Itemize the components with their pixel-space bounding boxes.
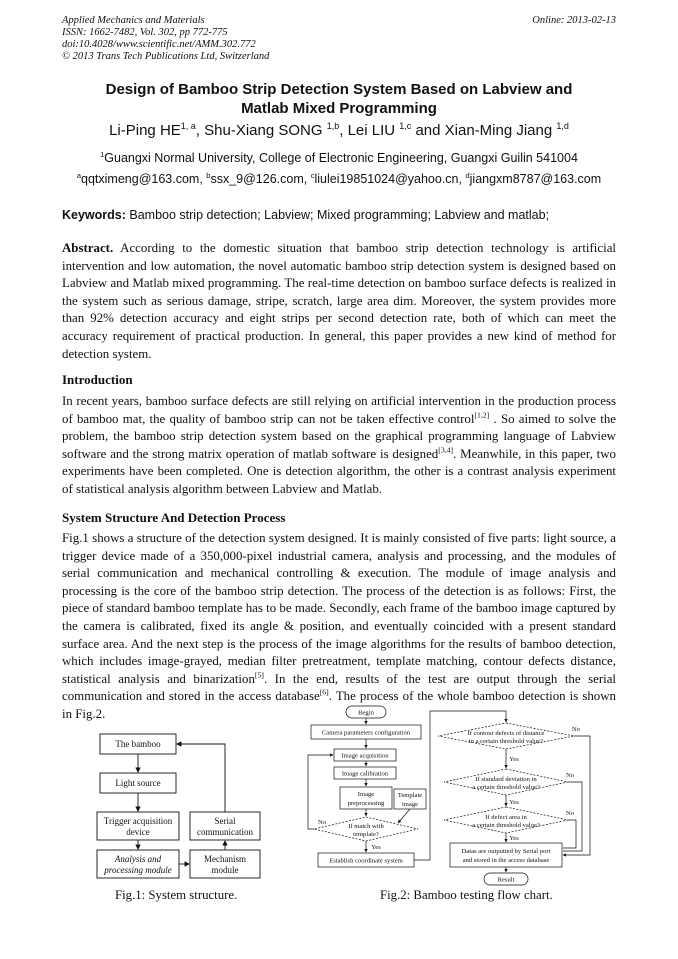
author-name: Lei LIU xyxy=(347,122,396,139)
author-name: Li-Ping HE xyxy=(109,122,181,139)
keywords-label: Keywords: xyxy=(62,208,126,222)
title-line-2: Matlab Mixed Programming xyxy=(241,100,437,117)
yes-label: Yes xyxy=(509,799,519,806)
mechanism-label: Mechanism xyxy=(204,854,246,864)
output-label: Datas are outputted by Serial port xyxy=(461,848,551,855)
email-mark: d xyxy=(465,170,470,180)
system-text: . The process of the whole bamboo detection is shown in Fig.2. xyxy=(62,689,617,721)
citation[interactable]: [5] xyxy=(254,670,264,680)
issn: ISSN: 1662-7482, Vol. 302, pp 772-775 xyxy=(62,27,228,38)
email-link[interactable]: qqtximeng@163.com xyxy=(81,172,200,186)
title-line-1: Design of Bamboo Strip Detection System Based on Labview and xyxy=(105,81,573,98)
author-affil-mark: 1, a xyxy=(180,121,196,131)
light-source-label: Light source xyxy=(115,778,161,788)
no-label: No xyxy=(565,810,575,817)
template-label: image xyxy=(401,801,419,808)
email-sep: , xyxy=(458,172,466,186)
intro-text: . So aimed to solve the problem, the bamboo strip detection system based on the graphical programming language of Labview software and the strong matrix operation of matlab software is designed xyxy=(62,411,616,461)
preprocessing-label: Image xyxy=(357,791,375,798)
author-affil-mark: 1,d xyxy=(556,121,569,131)
output-label: and stored in the access database xyxy=(462,857,550,864)
citation[interactable]: [1,2] xyxy=(474,410,490,420)
intro-paragraph xyxy=(62,393,616,499)
email-sep: , xyxy=(303,172,311,186)
preprocessing-label: preprocessing xyxy=(347,800,385,807)
intro-text: In recent years, bamboo surface defects are still relying on artificial intervention in the production process of bamboo mat, the quality of bamboo strip can not be taken effective control xyxy=(62,394,616,426)
affil-text: Guangxi Normal University, College of Electronic Engineering, Guangxi Guilin 541004 xyxy=(104,151,578,165)
fig2-flow-chart xyxy=(306,703,596,887)
author-affil-mark: 1,b xyxy=(326,121,340,131)
result-label: Result xyxy=(497,876,515,884)
email-link[interactable]: ssx_9@126.com xyxy=(210,172,304,186)
email-mark: c xyxy=(310,170,315,180)
system-text: Fig.1 shows a structure of the detection system designed. It is mainly consisted of five parts: light source, a trigger device made of a 350,000-pixel industrial camera, analysis and processing, and the modules of serial communication and mechanical controlling & execution. The module of image analysis and processing is the core of the bamboo strip detection. The process of the detection is as follows: First, the piece of standard bamboo template has to be made. Secondly, each frame of the bamboo image captured by the camera is calibrated, fixed its angle & position, and eventually coincided with a present standard surface area. And the next step is the process of the image algorithms for the results of bamboo detection, which includes image-grayed, median filter pretreatment, template matching, contour defects distance, statistical analysis and binarization xyxy=(62,531,616,686)
author-sep: , xyxy=(195,122,205,139)
email-mark: b xyxy=(206,170,211,180)
journal-header xyxy=(62,15,269,63)
fig2-caption: Fig.2: Bamboo testing flow chart. xyxy=(380,888,553,902)
match-label: If match with xyxy=(348,823,384,830)
yes-label: Yes xyxy=(509,756,519,763)
email-mark: a xyxy=(76,170,82,180)
yes-label: Yes xyxy=(371,844,381,851)
online-date: Online: 2013-02-13 xyxy=(532,15,616,26)
paper-title xyxy=(62,80,616,118)
citation[interactable]: [6] xyxy=(319,688,329,698)
area-label: If defect area in xyxy=(485,814,527,821)
author-name: Xian-Ming Jiang xyxy=(444,122,553,139)
analysis-label: processing module xyxy=(104,865,172,875)
no-label: No xyxy=(565,772,575,779)
std-label: If standard deviation in xyxy=(475,776,537,783)
affiliation xyxy=(62,150,616,166)
copyright: © 2013 Trans Tech Publications Ltd, Switzerland xyxy=(62,51,270,62)
author-name: Shu-Xiang SONG xyxy=(204,122,323,139)
serial-label: Serial xyxy=(214,816,236,826)
trigger-label: device xyxy=(126,827,150,837)
email-list xyxy=(62,171,616,187)
author-affil-mark: 1,c xyxy=(399,121,412,131)
no-label: No xyxy=(317,819,327,826)
system-text: . In the end, results of the test are output through the serial communication and stored in the access database xyxy=(62,671,617,704)
doi: doi:10.4028/www.scientific.net/AMM.302.772 xyxy=(62,39,256,50)
trigger-label: Trigger acquisition xyxy=(103,816,173,826)
contour-label: If contour defects of distance xyxy=(467,730,545,737)
area-label: a certain threshold value? xyxy=(472,822,540,829)
affil-mark: 1 xyxy=(100,149,105,159)
std-label: a certain threshold value? xyxy=(472,784,540,791)
bamboo-label: The bamboo xyxy=(115,739,161,749)
journal-name: Applied Mechanics and Materials xyxy=(62,15,205,26)
keywords xyxy=(62,207,616,223)
email-sep: , xyxy=(199,172,207,186)
analysis-label: Analysis and xyxy=(114,854,162,864)
email-link[interactable]: liulei19851024@yahoo.cn xyxy=(314,172,459,186)
abstract xyxy=(62,240,616,363)
system-paragraph xyxy=(62,530,616,724)
yes-label: Yes xyxy=(509,835,519,842)
serial-label: communication xyxy=(197,827,253,837)
contour-label: in a certain threshold value? xyxy=(468,738,544,745)
email-link[interactable]: jiangxm8787@163.com xyxy=(469,172,602,186)
fig1-caption: Fig.1: System structure. xyxy=(115,888,238,902)
mechanism-label: module xyxy=(211,865,239,875)
no-label: No xyxy=(571,726,581,733)
match-label: template? xyxy=(353,831,379,838)
fig1-system-structure xyxy=(92,728,272,880)
author-list xyxy=(62,121,616,141)
camera-config-label: Camera parameters configuration xyxy=(321,729,411,737)
template-label: Template xyxy=(397,792,423,799)
author-sep: and xyxy=(411,122,445,139)
system-heading: System Structure And Detection Process xyxy=(62,510,286,525)
keywords-text: Bamboo strip detection; Labview; Mixed programming; Labview and matlab; xyxy=(129,208,550,222)
intro-text: . Meanwhile, in this paper, two experiments have been completed. One is detection algorithm, the other is a contrast analysis experiment of statistical analysis algorithm between Labview and Matlab. xyxy=(62,446,616,496)
calibration-label: Image calibration xyxy=(341,770,389,778)
author-sep: , xyxy=(339,122,348,139)
abstract-label: Abstract. xyxy=(62,241,114,255)
abstract-text: According to the domestic situation that bamboo strip detection technology is artificial intervention and low automation, the novel automatic bamboo strip detection system is designed based on Labview and Matlab mixed programming. The real-time detection on bamboo surface defects is realized in the system such as serious damage, stripe, scratch, large area dim. Moreover, the system provides more than 92% detection accuracy and eight strips per second detection rate, both of which can meet the accuracy requirement of practical production. In general, this paper provides a new kind of method for detection system. xyxy=(62,241,616,361)
acquisition-label: Image acquisition xyxy=(341,752,389,760)
coordinate-label: Establish coordinate system xyxy=(329,857,403,865)
citation[interactable]: [3,4] xyxy=(438,445,454,455)
begin-label: Begin xyxy=(358,709,374,717)
intro-heading: Introduction xyxy=(62,372,133,387)
